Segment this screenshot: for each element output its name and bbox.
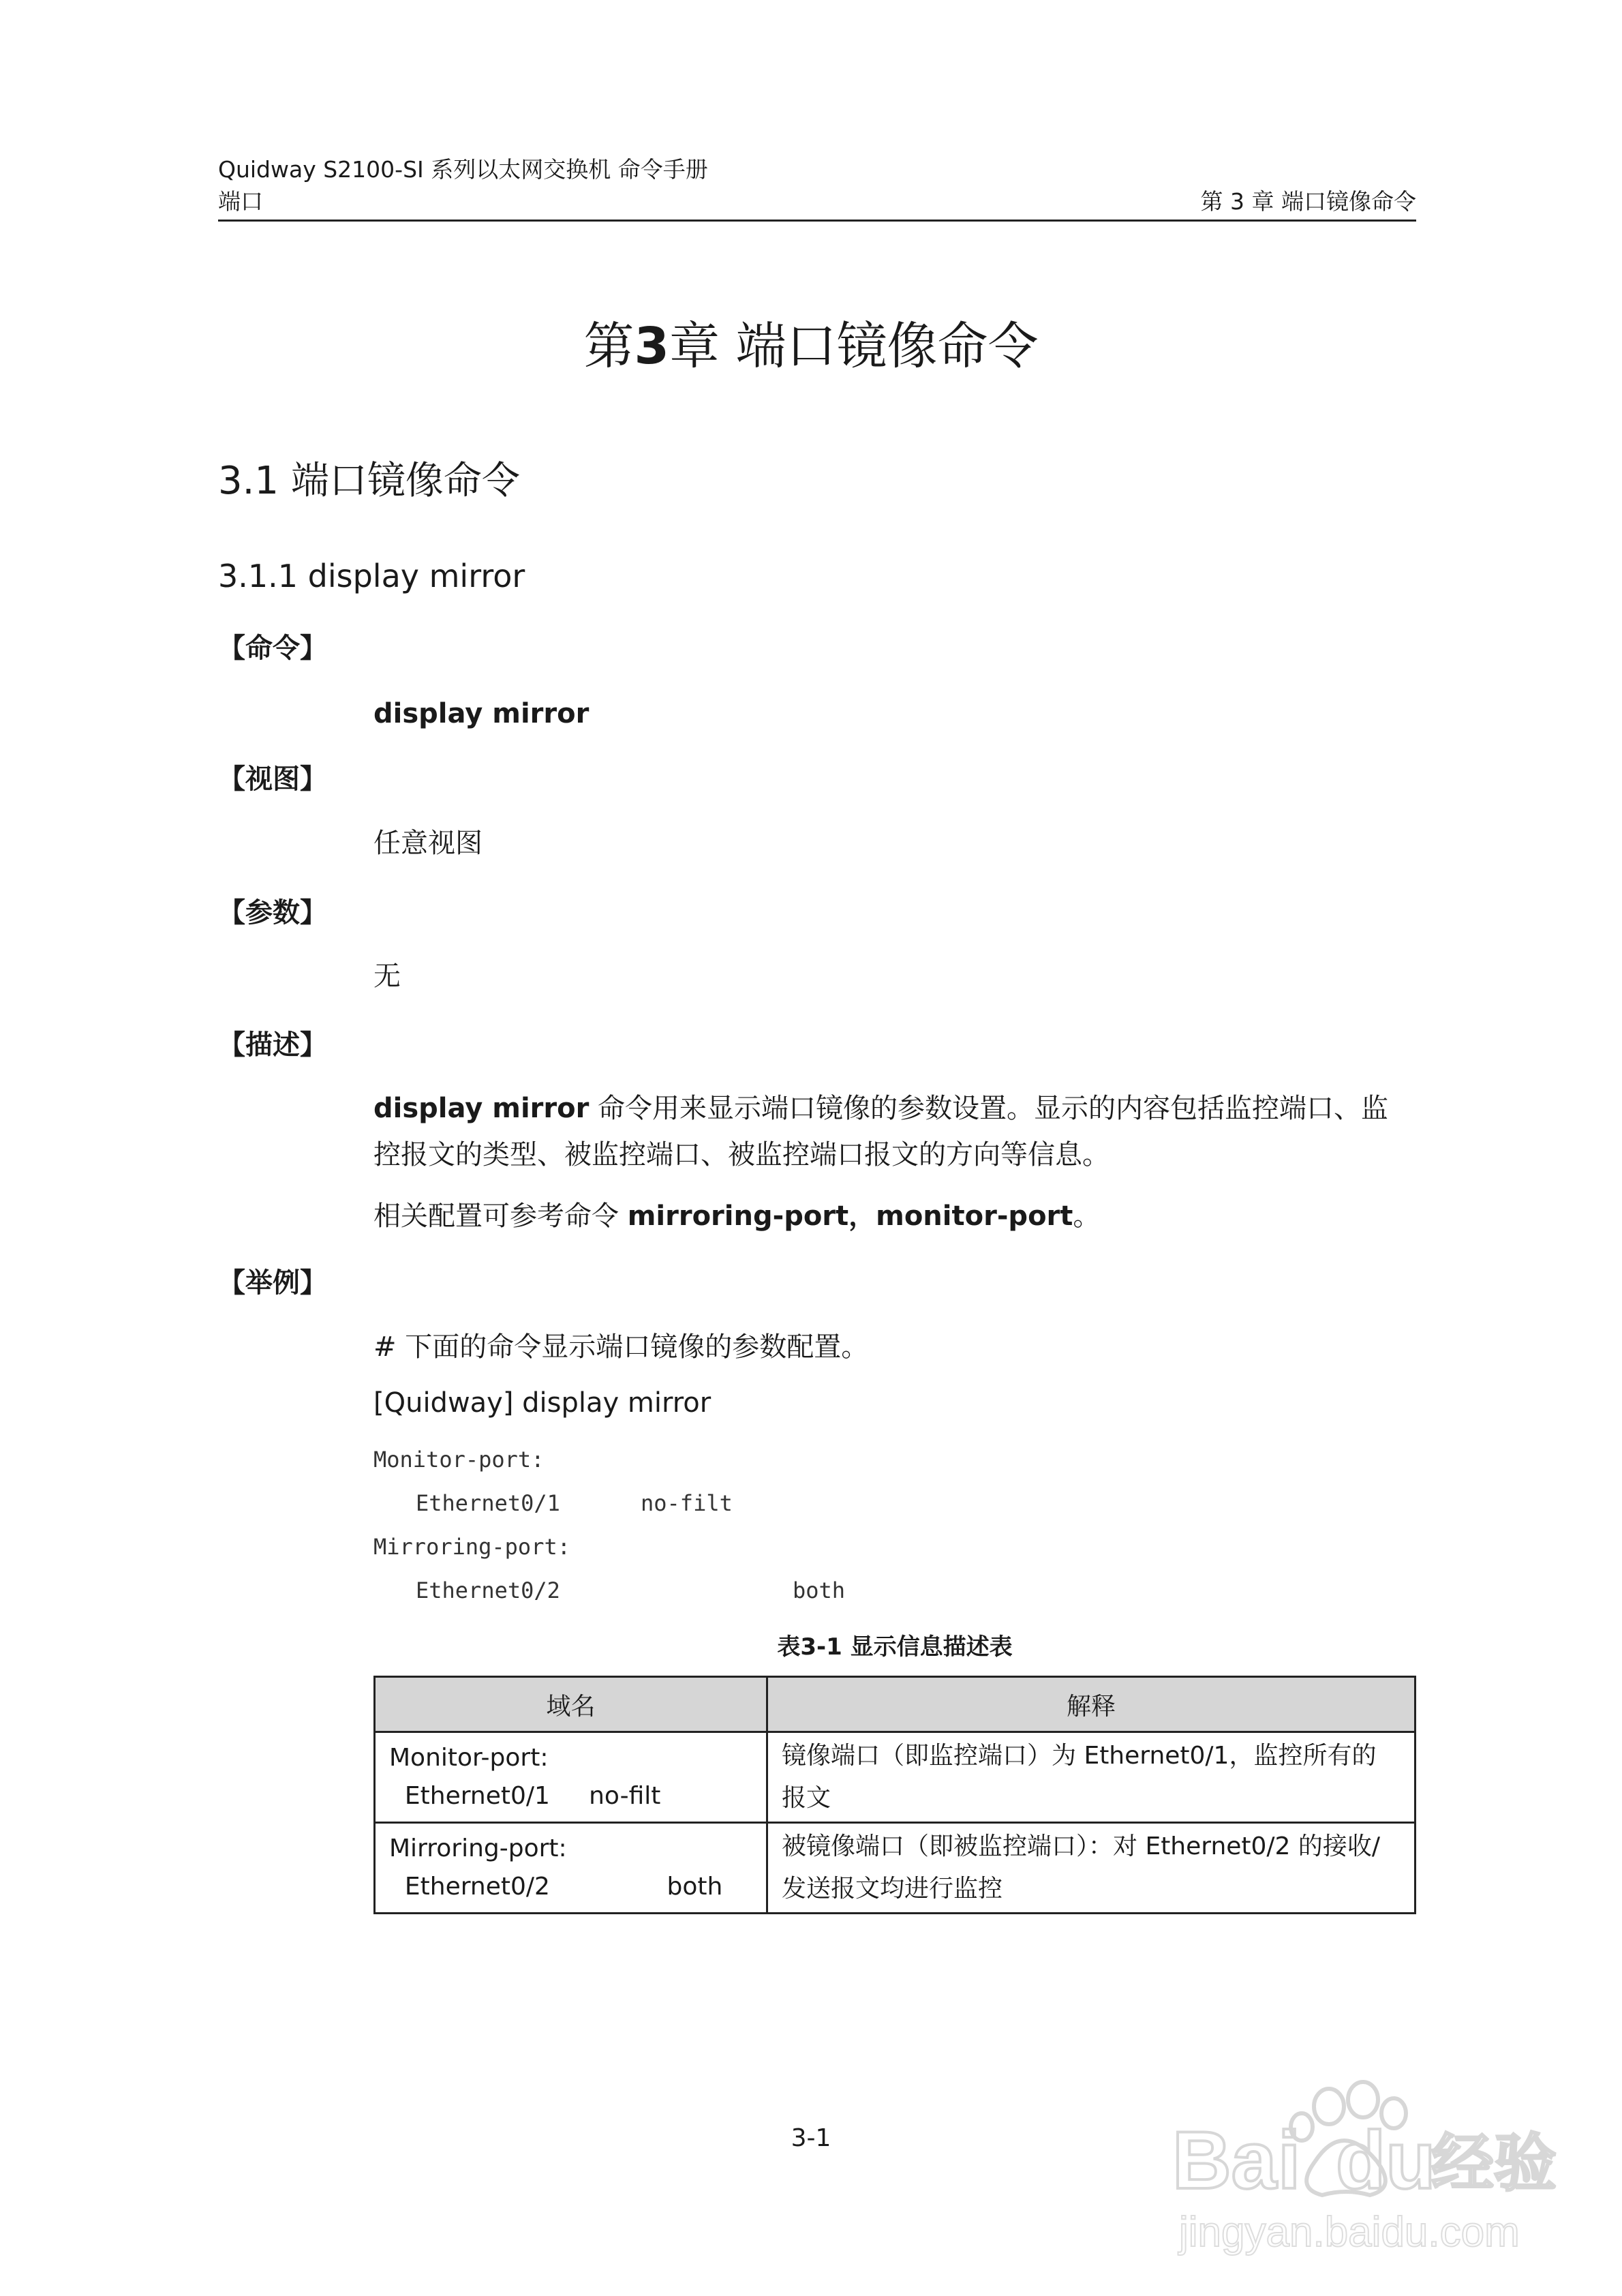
svg-text:Ba: Ba bbox=[1172, 2115, 1277, 2206]
info-table bbox=[373, 1676, 1416, 1914]
description-text-1: 命令用来显示端口镜像的参数设置。显示的内容包括监控端口、监 bbox=[589, 1093, 1389, 1124]
table-cell-field bbox=[375, 1823, 767, 1914]
subsection-title: 3.1.1 display mirror bbox=[218, 558, 525, 594]
field-line-1: Mirroring-port: bbox=[389, 1834, 567, 1862]
chapter-title-prefix: 第 bbox=[583, 317, 634, 376]
example-command: [Quidway] display mirror bbox=[373, 1387, 711, 1419]
label-view: 【视图】 bbox=[218, 764, 327, 795]
table-header-field: 域名 bbox=[375, 1677, 767, 1732]
field-line-2: Ethernet0/1 no-filt bbox=[389, 1782, 661, 1810]
related-commands: mirroring-port，monitor-port bbox=[627, 1200, 1073, 1232]
chapter-title-text: 章 端口镜像命令 bbox=[669, 317, 1039, 376]
chapter-title-number: 3 bbox=[634, 317, 669, 376]
table-header-explain: 解释 bbox=[767, 1677, 1416, 1732]
field-line-2: Ethernet0/2 both bbox=[389, 1873, 723, 1901]
output-monitor-mode: no-filt bbox=[641, 1490, 733, 1516]
output-monitor-label: Monitor-port: bbox=[373, 1447, 545, 1472]
table-row bbox=[375, 1823, 1416, 1914]
example-comment: # 下面的命令显示端口镜像的参数配置。 bbox=[373, 1331, 869, 1363]
related-suffix: 。 bbox=[1073, 1200, 1101, 1232]
header-chapter: 第 3 章 端口镜像命令 bbox=[1200, 188, 1416, 215]
output-mirroring-port: Ethernet0/2 bbox=[416, 1577, 560, 1603]
output-monitor-port: Ethernet0/1 bbox=[416, 1490, 560, 1516]
label-command: 【命令】 bbox=[218, 633, 327, 664]
label-example: 【举例】 bbox=[218, 1267, 327, 1299]
table-cell-explain: 被镜像端口（即被监控端口）：对 Ethernet0/2 的接收/发送报文均进行监控 bbox=[767, 1823, 1416, 1914]
params-text: 无 bbox=[373, 961, 401, 992]
svg-text:i: i bbox=[1278, 2115, 1301, 2206]
table-caption: 表3-1 显示信息描述表 bbox=[777, 1633, 1013, 1661]
command-syntax: display mirror bbox=[373, 698, 590, 729]
table-cell-field bbox=[375, 1732, 767, 1823]
header-rule bbox=[218, 220, 1416, 222]
label-description: 【描述】 bbox=[218, 1029, 327, 1061]
table-header-row bbox=[375, 1677, 1416, 1732]
svg-text:经验: 经验 bbox=[1431, 2127, 1557, 2200]
header-section: 端口 bbox=[218, 188, 263, 215]
related-prefix: 相关配置可参考命令 bbox=[373, 1200, 628, 1232]
output-mirroring-direction: both bbox=[793, 1577, 846, 1603]
baidu-jingyan-watermark-logo bbox=[1159, 2059, 1557, 2263]
description-command: display mirror bbox=[373, 1093, 590, 1124]
field-line-1: Monitor-port: bbox=[389, 1744, 549, 1772]
header-doc-title: Quidway S2100-SI 系列以太网交换机 命令手册 bbox=[218, 156, 708, 183]
table-cell-explain: 镜像端口（即监控端口）为 Ethernet0/1，监控所有的报文 bbox=[767, 1732, 1416, 1823]
svg-text:du: du bbox=[1336, 2115, 1436, 2206]
description-related bbox=[373, 1193, 1100, 1239]
section-title: 3.1 端口镜像命令 bbox=[218, 459, 520, 503]
label-params: 【参数】 bbox=[218, 897, 327, 928]
description-line-1 bbox=[373, 1085, 1388, 1132]
svg-text:jingyan.baidu.com: jingyan.baidu.com bbox=[1179, 2209, 1520, 2256]
description-line-2: 控报文的类型、被监控端口、被监控端口报文的方向等信息。 bbox=[373, 1139, 1110, 1170]
output-mirroring-label: Mirroring-port: bbox=[373, 1534, 570, 1560]
view-text: 任意视图 bbox=[373, 828, 483, 859]
chapter-title bbox=[0, 314, 1622, 379]
table-row bbox=[375, 1732, 1416, 1823]
page-number: 3-1 bbox=[791, 2124, 831, 2152]
